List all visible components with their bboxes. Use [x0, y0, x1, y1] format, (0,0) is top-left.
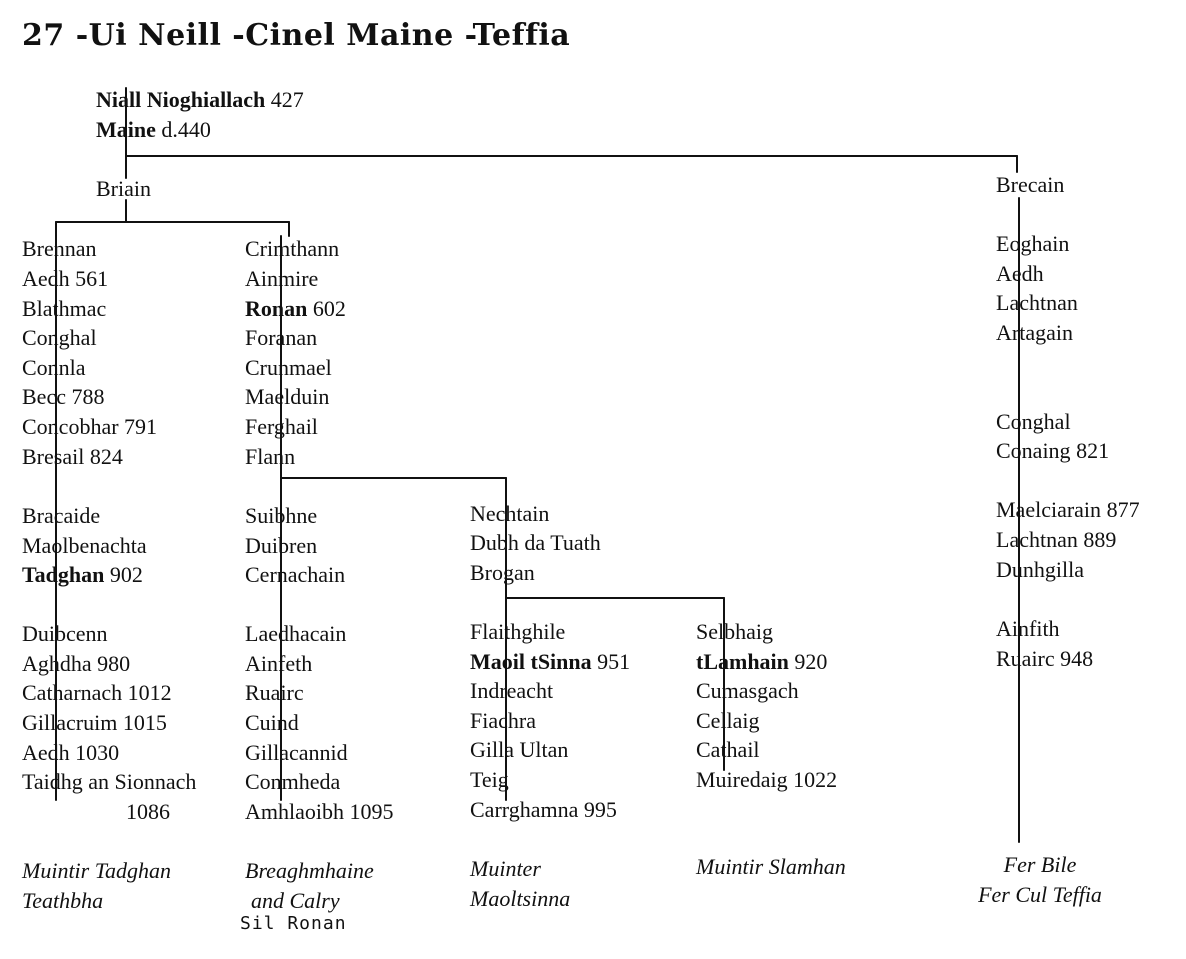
- person-tadghan: [22, 563, 143, 587]
- person-taidhg: [22, 770, 196, 794]
- person-name: Suibhne: [245, 503, 318, 528]
- person-tlamhain: [696, 650, 827, 674]
- person-name: Aedh: [996, 261, 1044, 286]
- person-year: 1095: [349, 799, 394, 824]
- person-name: Cellaig: [696, 708, 760, 733]
- person-dunhgilla: [996, 558, 1084, 582]
- person-name: Connla: [22, 355, 86, 380]
- person-year: d.440: [161, 117, 211, 142]
- person-ronan: [245, 297, 346, 321]
- person-name: Bresail: [22, 444, 85, 469]
- group-label-maoltsinna: [470, 854, 570, 914]
- person-name: Conmheda: [245, 769, 341, 794]
- person-year: 951: [597, 649, 631, 674]
- group-label-line: Teathbha: [22, 888, 104, 913]
- person-catharnach: [22, 681, 172, 705]
- person-name: Maine: [96, 117, 156, 142]
- person-foranan: [245, 326, 317, 350]
- person-name: Duibren: [245, 533, 318, 558]
- person-aedh-brecain: [996, 262, 1044, 286]
- person-maelduin: [245, 385, 329, 409]
- person-year: 995: [583, 797, 617, 822]
- group-label-line: Muintir Tadghan: [22, 858, 171, 883]
- person-name: Indreacht: [470, 678, 554, 703]
- person-name: Selbhaig: [696, 619, 773, 644]
- person-maolbenachta: [22, 534, 147, 558]
- person-conmheda: [245, 770, 340, 794]
- person-name: Ruairc: [996, 646, 1055, 671]
- person-name: Aedh: [22, 266, 70, 291]
- person-name: Aghdha: [22, 651, 92, 676]
- person-name: tLamhain: [696, 649, 789, 674]
- person-name: Nechtain: [470, 501, 550, 526]
- person-year: 791: [124, 414, 158, 439]
- person-name: Cuind: [245, 710, 299, 735]
- person-blathmac: [22, 297, 106, 321]
- person-nechtain: [470, 502, 549, 526]
- person-year: 821: [1076, 438, 1110, 463]
- person-name: Lachtnan: [996, 527, 1078, 552]
- person-name: Blathmac: [22, 296, 107, 321]
- person-name: Fiachra: [470, 708, 536, 733]
- person-aedh-1030: [22, 741, 119, 765]
- person-aedh: [22, 267, 108, 291]
- person-ruairc-948: [996, 647, 1093, 671]
- person-maelciarain: [996, 498, 1140, 522]
- person-year: 602: [312, 296, 346, 321]
- person-name: Ferghail: [245, 414, 318, 439]
- person-eoghain: [996, 232, 1069, 256]
- person-name: Maelciarain: [996, 497, 1102, 522]
- person-maoil-tsinna: [470, 650, 630, 674]
- person-brennan: [22, 237, 97, 261]
- person-year: 1086: [126, 799, 170, 824]
- person-name: Carrghamna: [470, 797, 579, 822]
- person-ainmire: [245, 267, 318, 291]
- person-year: 902: [109, 562, 143, 587]
- person-year: 1030: [75, 740, 120, 765]
- person-artagain: [996, 321, 1073, 345]
- person-name: Bracaide: [22, 503, 101, 528]
- person-name: Ronan: [245, 296, 308, 321]
- person-bresail: [22, 445, 123, 469]
- group-label-line: Fer Cul Teffia: [978, 882, 1102, 907]
- person-dubh-da-tuath: [470, 531, 601, 555]
- person-year: 948: [1060, 646, 1094, 671]
- person-name: Conghal: [996, 409, 1071, 434]
- person-year: 427: [270, 87, 304, 112]
- person-year: 788: [71, 384, 105, 409]
- person-name: Ruairc: [245, 680, 304, 705]
- person-year: 1012: [127, 680, 172, 705]
- person-ferghail: [245, 415, 318, 439]
- group-label-ronan: [245, 856, 374, 916]
- person-ainfith: [996, 617, 1060, 641]
- person-name: Flann: [245, 444, 296, 469]
- person-brogan: [470, 561, 535, 585]
- person-cumasgach: [696, 679, 799, 703]
- person-name: Cumasgach: [696, 678, 799, 703]
- person-year: 1015: [122, 710, 167, 735]
- person-name: Becc: [22, 384, 66, 409]
- person-carrghamna: [470, 798, 617, 822]
- person-name: Artagain: [996, 320, 1073, 345]
- person-name: Eoghain: [996, 231, 1070, 256]
- person-name: Aedh: [22, 740, 70, 765]
- branch-brecain: Brecain: [996, 172, 1065, 197]
- person-year: 920: [794, 649, 828, 674]
- group-label-slamhan: [696, 852, 846, 882]
- person-name: Brogan: [470, 560, 535, 585]
- person-name: Crimthann: [245, 236, 340, 261]
- person-name: Ainfith: [996, 616, 1060, 641]
- person-gillacannid: [245, 741, 348, 765]
- person-name: Maoil tSinna: [470, 649, 592, 674]
- person-teig: [470, 768, 509, 792]
- person-name: Maelduin: [245, 384, 330, 409]
- person-name: Ainfeth: [245, 651, 313, 676]
- person-crunmael: [245, 356, 332, 380]
- person-conaing: [996, 439, 1109, 463]
- person-flann: [245, 445, 295, 469]
- person-year: 1022: [793, 767, 838, 792]
- person-name: Conaing: [996, 438, 1071, 463]
- root-person: [96, 88, 304, 112]
- person-gillacruim: [22, 711, 167, 735]
- person-flaithghile: [470, 620, 565, 644]
- person-name: Amhlaoibh: [245, 799, 344, 824]
- person-connla: [22, 356, 86, 380]
- person-indreacht: [470, 679, 553, 703]
- person-year: 980: [97, 651, 131, 676]
- person-name: Gillacruim: [22, 710, 118, 735]
- person-cernachain: [245, 563, 345, 587]
- person-name: Flaithghile: [470, 619, 566, 644]
- person-year: 824: [89, 444, 123, 469]
- root-person: [96, 118, 211, 142]
- person-taidhg-year: [126, 800, 170, 824]
- person-amhlaoibh: [245, 800, 394, 824]
- group-label-line: Breaghmhaine: [245, 858, 374, 883]
- group-label-line: Muintir Slamhan: [696, 854, 846, 879]
- person-ruairc: [245, 681, 304, 705]
- person-year: 877: [1106, 497, 1140, 522]
- person-conghal: [22, 326, 97, 350]
- group-label-tadghan: [22, 856, 171, 916]
- person-crimthann: [245, 237, 339, 261]
- person-year: 561: [75, 266, 109, 291]
- person-name: Cernachain: [245, 562, 346, 587]
- person-name: Teig: [470, 767, 509, 792]
- person-name: Duibcenn: [22, 621, 108, 646]
- person-name: Ainmire: [245, 266, 319, 291]
- group-label-teffia: [955, 850, 1125, 910]
- person-name: Crunmael: [245, 355, 332, 380]
- person-name: Concobhar: [22, 414, 119, 439]
- person-gilla-ultan: [470, 738, 568, 762]
- person-duibren: [245, 534, 317, 558]
- group-label-line: Maoltsinna: [470, 886, 571, 911]
- person-ainfeth: [245, 652, 312, 676]
- person-name: Dubh da Tuath: [470, 530, 601, 555]
- person-suibhne: [245, 504, 317, 528]
- branch-briain: Briain: [96, 176, 151, 201]
- person-name: Gilla Ultan: [470, 737, 569, 762]
- person-cathail: [696, 738, 760, 762]
- person-name: Niall Nioghiallach: [96, 87, 266, 112]
- person-name: Catharnach: [22, 680, 123, 705]
- person-cellaig: [696, 709, 760, 733]
- group-label-line: Muinter: [470, 856, 541, 881]
- person-year: 889: [1083, 527, 1117, 552]
- person-aghdha: [22, 652, 130, 676]
- person-becc: [22, 385, 104, 409]
- person-name: Cathail: [696, 737, 760, 762]
- person-name: Taidhg an Sionnach: [22, 769, 197, 794]
- group-label-line: and Calry: [251, 888, 340, 913]
- person-lachtnan-889: [996, 528, 1116, 552]
- person-name: Tadghan: [22, 562, 105, 587]
- person-name: Conghal: [22, 325, 97, 350]
- person-name: Muiredaig: [696, 767, 788, 792]
- person-bracaide: [22, 504, 100, 528]
- person-selbhaig: [696, 620, 773, 644]
- person-name: Dunhgilla: [996, 557, 1084, 582]
- person-name: Maolbenachta: [22, 533, 147, 558]
- person-concobhar: [22, 415, 157, 439]
- person-name: Laedhacain: [245, 621, 347, 646]
- person-duibcenn: [22, 622, 108, 646]
- person-name: Lachtnan: [996, 290, 1078, 315]
- page-title: 27 -Ui Neill -Cinel Maine -Teffia: [22, 18, 571, 53]
- person-cuind: [245, 711, 299, 735]
- person-lachtnan: [996, 291, 1078, 315]
- person-conghal-brecain: [996, 410, 1071, 434]
- handwritten-note: Sil Ronan: [240, 913, 347, 934]
- person-fiachra: [470, 709, 536, 733]
- person-muiredaig: [696, 768, 837, 792]
- person-name: Foranan: [245, 325, 318, 350]
- person-laedhacain: [245, 622, 346, 646]
- person-name: Gillacannid: [245, 740, 348, 765]
- person-name: Brennan: [22, 236, 97, 261]
- group-label-line: Fer Bile: [1003, 852, 1077, 877]
